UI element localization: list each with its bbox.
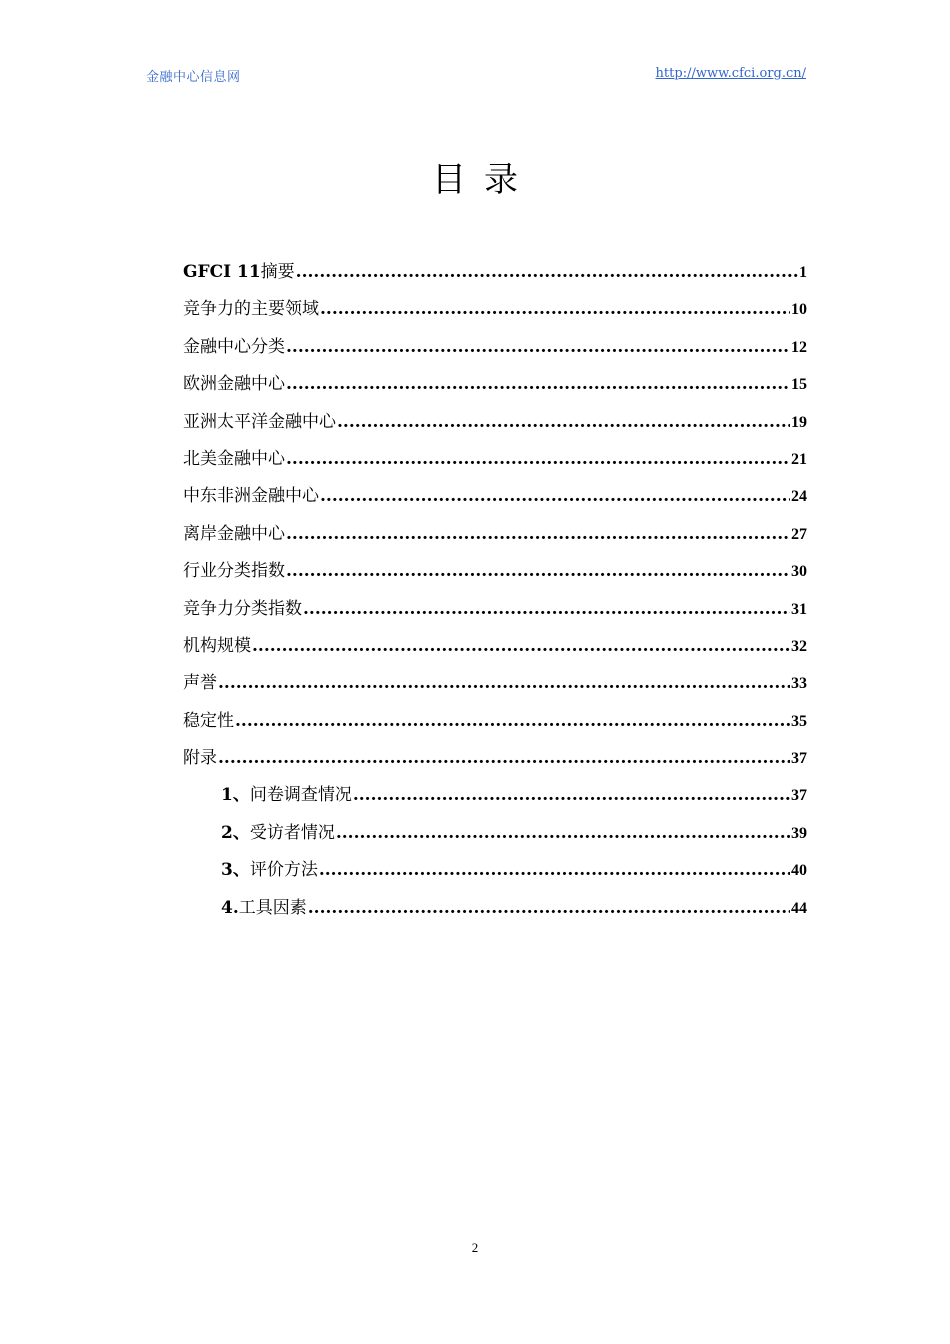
toc-entry-page: 40 [791, 862, 807, 880]
toc-dot-leader [286, 561, 790, 581]
toc-entry-label: 中东非洲金融中心 [183, 486, 319, 507]
toc-entry-page: 1 [799, 264, 807, 281]
toc-dot-leader [353, 785, 790, 805]
toc-dot-leader [218, 673, 790, 693]
toc-entry[interactable] [183, 594, 807, 631]
toc-entry-number: 3、 [221, 860, 250, 881]
toc-dot-leader [286, 337, 790, 357]
toc-entry[interactable] [183, 780, 807, 817]
toc-entry-label: 问卷调查情况 [249, 785, 352, 806]
toc-dot-leader [337, 412, 790, 432]
toc-entry[interactable] [183, 818, 807, 855]
toc-entry-label: 稳定性 [183, 710, 234, 731]
toc-entry-label: 离岸金融中心 [183, 523, 285, 544]
toc-entry-number: 1、 [221, 785, 250, 806]
toc-entry-label: 工具因素 [238, 897, 307, 918]
toc-dot-leader [286, 449, 790, 469]
toc-entry-label: 机构规模 [183, 635, 251, 656]
header-url-link[interactable]: http://www.cfci.org.cn/ [655, 66, 806, 81]
toc-dot-leader [320, 299, 790, 319]
toc-entry[interactable] [183, 893, 807, 930]
toc-entry[interactable] [183, 481, 807, 518]
toc-entry-label: 行业分类指数 [183, 561, 285, 582]
toc-entry[interactable] [183, 294, 807, 331]
toc-entry[interactable] [183, 631, 807, 668]
toc-dot-leader [336, 823, 790, 843]
toc-entry-label: 竞争力的主要领域 [183, 299, 319, 320]
toc-entry-page: 19 [791, 413, 807, 431]
toc-entry-label: 欧洲金融中心 [183, 374, 285, 395]
toc-entry-page: 24 [791, 488, 807, 506]
toc-entry-label: 附录 [183, 748, 217, 769]
toc-entry-label: 竞争力分类指数 [183, 598, 302, 619]
page-title: 目录 [432, 160, 536, 200]
toc-entry-page: 21 [791, 450, 807, 468]
toc-dot-leader [235, 711, 790, 731]
toc-dot-leader [252, 636, 790, 656]
toc-entry-page: 10 [791, 301, 807, 319]
toc-entry-number: 2、 [221, 822, 250, 843]
toc-dot-leader [320, 486, 790, 506]
header-site-name: 金融中心信息网 [146, 70, 241, 85]
toc-entry[interactable] [183, 444, 807, 481]
toc-entry[interactable] [183, 556, 807, 593]
toc-entry[interactable] [183, 332, 807, 369]
table-of-contents [183, 257, 807, 930]
toc-entry[interactable] [183, 407, 807, 444]
toc-entry-page: 33 [791, 675, 807, 693]
toc-entry-label: 北美金融中心 [183, 448, 285, 469]
toc-dot-leader [303, 599, 790, 619]
toc-entry[interactable] [183, 257, 807, 294]
toc-dot-leader [286, 374, 790, 394]
toc-entry-page: 12 [791, 338, 807, 356]
toc-entry[interactable] [183, 519, 807, 556]
page-number: 2 [471, 1240, 479, 1255]
toc-entry-label: 亚洲太平洋金融中心 [183, 411, 336, 432]
toc-entry-page: 44 [791, 899, 807, 917]
toc-dot-leader [218, 748, 790, 768]
toc-entry[interactable] [183, 743, 807, 780]
toc-entry-page: 31 [791, 600, 807, 618]
toc-entry-label-bold: GFCI 11 [183, 262, 261, 282]
toc-entry-page: 15 [791, 376, 807, 394]
toc-entry-label: 金融中心分类 [183, 336, 285, 357]
toc-dot-leader [286, 524, 790, 544]
toc-entry-number: 4. [221, 897, 239, 918]
toc-entry-page: 37 [791, 787, 807, 805]
toc-dot-leader [308, 898, 790, 918]
toc-entry-label: 评价方法 [249, 860, 318, 881]
toc-entry-label: 摘要 [260, 262, 295, 282]
toc-entry-page: 37 [791, 750, 807, 768]
toc-entry-page: 32 [791, 637, 807, 655]
toc-entry[interactable] [183, 668, 807, 705]
toc-entry[interactable] [183, 706, 807, 743]
toc-dot-leader [296, 262, 798, 282]
toc-entry-label: 受访者情况 [249, 822, 335, 843]
toc-entry-page: 30 [791, 563, 807, 581]
toc-entry-page: 35 [791, 712, 807, 730]
toc-entry[interactable] [183, 369, 807, 406]
toc-entry[interactable] [183, 855, 807, 892]
toc-entry-page: 39 [791, 824, 807, 842]
toc-dot-leader [319, 860, 790, 880]
toc-entry-page: 27 [791, 525, 807, 543]
toc-entry-label: 声誉 [183, 673, 217, 694]
